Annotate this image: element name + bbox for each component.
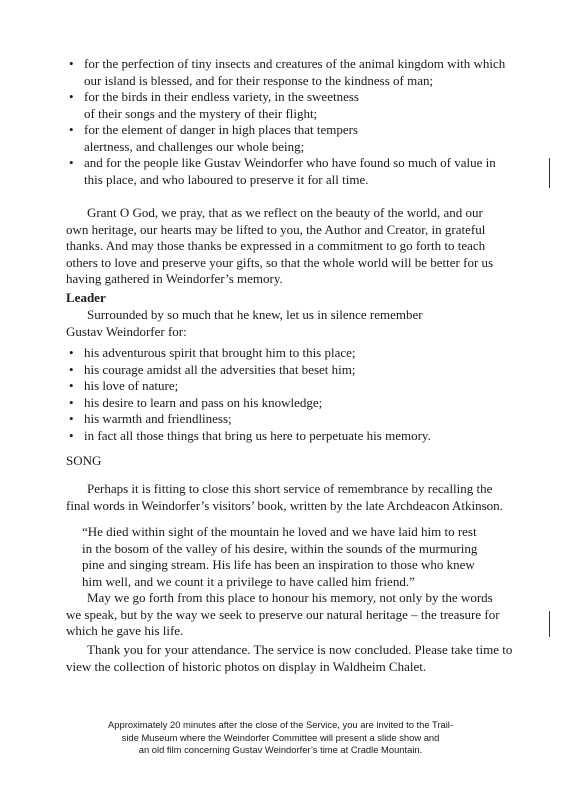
leader-heading: Leader bbox=[66, 290, 106, 305]
list-item: • his love of nature; bbox=[66, 378, 486, 395]
thanksgiving-bullet-list bbox=[66, 56, 516, 188]
binding-hole-mark bbox=[549, 611, 556, 637]
go-forth-paragraph: May we go forth from this place to honour his memory, not only by the words we speak, but by the way we seek to preserve our natural heritage – the treasure for which he gave his life. bbox=[66, 590, 500, 638]
perhaps-paragraph: Perhaps it is fitting to close this short service of remembrance by recalling the final words in Weindorfer’s visitors’ book, written by the late Archdeacon Atkinson. bbox=[66, 481, 503, 513]
binding-hole-mark bbox=[549, 158, 556, 188]
list-item: • in fact all those things that bring us here to perpetuate his memory. bbox=[66, 428, 486, 445]
list-item: • his warmth and friendliness; bbox=[66, 411, 486, 428]
remembrance-bullet-list bbox=[66, 345, 486, 444]
list-item: • for the perfection of tiny insects and creatures of the animal kingdom with which our island is blessed, and for their response to the kindness of man; bbox=[66, 56, 516, 89]
list-item: • for the birds in their endless variety, in the sweetness of their songs and the mystery of their flight; bbox=[66, 89, 516, 122]
list-item: • his courage amidst all the adversities that beset him; bbox=[66, 362, 486, 379]
list-item: • his desire to learn and pass on his knowledge; bbox=[66, 395, 486, 412]
song-heading: SONG bbox=[66, 453, 102, 468]
thank-you-paragraph: Thank you for your attendance. The service is now concluded. Please take time to view the collection of historic photos on display in Waldheim Chalet. bbox=[66, 642, 513, 674]
list-item: • his adventurous spirit that brought him to this place; bbox=[66, 345, 486, 362]
footer-note: Approximately 20 minutes after the close of the Service, you are invited to the Trail- side Museum where the Weindorfer Committee will present a slide show and an old film concerning Gustav Weindorfer’s time at Cradle Mountain. bbox=[108, 719, 453, 755]
list-item: • and for the people like Gustav Weindorfer who have found so much of value in this place, and who laboured to preserve it for all time. bbox=[66, 155, 516, 188]
grant-prayer-paragraph: Grant O God, we pray, that as we reflect on the beauty of the world, and our own heritage, our hearts may be lifted to you, the Author and Creator, in grateful thanks. And may those thanks be expressed in a commitment to go forth to teach others to love and preserve your gifts, so that the whole world will be better for us having gathered in Weindorfer’s memory. bbox=[66, 205, 494, 286]
leader-paragraph: Surrounded by so much that he knew, let us in silence remember Gustav Weindorfer for: bbox=[66, 307, 423, 339]
atkinson-quote: “He died within sight of the mountain he loved and we have laid him to rest in the bosom of the valley of his desire, within the sounds of the murmuring pine and singing stream. His life has been an inspiration to those who knew him well, and we count it a privilege to have called him friend.” bbox=[82, 524, 478, 589]
list-item: • for the element of danger in high places that tempers alertness, and challenges our whole being; bbox=[66, 122, 516, 155]
